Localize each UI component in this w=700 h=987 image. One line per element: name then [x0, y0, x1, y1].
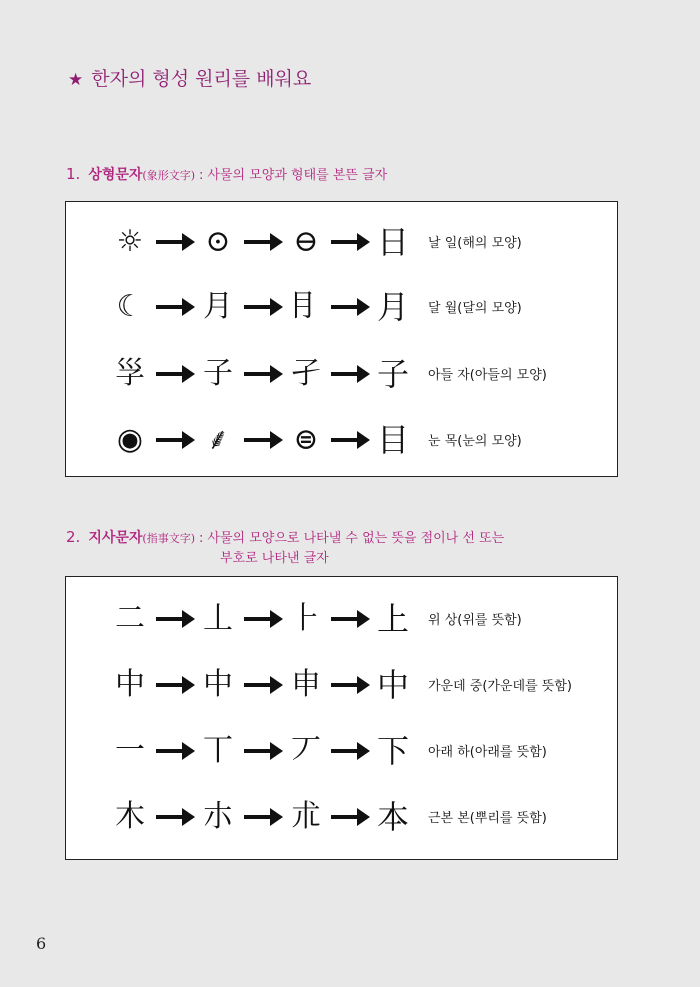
- character-meaning: 가운데 중(가운데를 뜻함): [428, 679, 572, 694]
- section-2-description-line-2: 부호로 나타낸 글자: [220, 551, 329, 566]
- right-arrow-icon: [244, 607, 284, 631]
- seal-script-glyph: 孑: [291, 356, 321, 391]
- right-arrow-icon: [156, 428, 196, 452]
- evolution-row-moon: [66, 285, 617, 335]
- oracle-bone-glyph: ⼆: [115, 601, 145, 636]
- right-arrow-icon: [244, 739, 284, 763]
- bronze-script-glyph: 中: [203, 667, 233, 702]
- star-icon: ★: [68, 70, 84, 90]
- seal-script-glyph: 申: [291, 667, 321, 702]
- modern-character-glyph: 中: [376, 666, 409, 704]
- seal-script-glyph: ⺝: [291, 289, 321, 324]
- bronze-script-glyph: 丄: [203, 601, 233, 636]
- right-arrow-icon: [156, 295, 196, 319]
- oracle-bone-glyph: ☼: [116, 224, 144, 259]
- page-title: [68, 64, 311, 91]
- bronze-script-glyph: ⸙: [206, 422, 230, 457]
- right-arrow-icon: [331, 295, 371, 319]
- oracle-bone-glyph: ◉: [116, 422, 144, 457]
- right-arrow-icon: [156, 362, 196, 386]
- character-meaning: 눈 목(눈의 모양): [428, 434, 522, 449]
- right-arrow-icon: [156, 805, 196, 829]
- section-2-evolution-box: [65, 576, 618, 860]
- oracle-bone-glyph: ☾: [116, 289, 144, 324]
- section-1-evolution-box: [65, 201, 618, 477]
- right-arrow-icon: [331, 739, 371, 763]
- oracle-bone-glyph: 㜽: [115, 356, 145, 391]
- evolution-row-son: [66, 352, 617, 402]
- right-arrow-icon: [244, 295, 284, 319]
- character-meaning: 근본 본(뿌리를 뜻함): [428, 811, 547, 826]
- right-arrow-icon: [156, 230, 196, 254]
- modern-character-glyph: 日: [376, 223, 409, 261]
- seal-script-glyph: 丆: [291, 733, 321, 768]
- right-arrow-icon: [244, 428, 284, 452]
- evolution-row-sun: [66, 220, 617, 270]
- bronze-script-glyph: 丅: [203, 733, 233, 768]
- right-arrow-icon: [331, 673, 371, 697]
- section-2-hanja: (指事文字): [142, 532, 196, 545]
- right-arrow-icon: [331, 362, 371, 386]
- section-1-heading: [66, 164, 387, 186]
- section-1-description: 사물의 모양과 형태를 본뜬 글자: [207, 168, 388, 183]
- character-meaning: 아래 하(아래를 뜻함): [428, 745, 547, 760]
- page-number: 6: [36, 934, 47, 953]
- character-meaning: 위 상(위를 뜻함): [428, 613, 522, 628]
- modern-character-glyph: 目: [376, 421, 409, 459]
- section-2-heading: [66, 527, 504, 569]
- character-meaning: 달 월(달의 모양): [428, 301, 522, 316]
- seal-script-glyph: ⊜: [293, 422, 319, 457]
- modern-character-glyph: 月: [376, 288, 409, 326]
- right-arrow-icon: [156, 739, 196, 763]
- right-arrow-icon: [331, 230, 371, 254]
- right-arrow-icon: [156, 673, 196, 697]
- seal-script-glyph: ⺊: [291, 601, 321, 636]
- section-2-term: 지사문자: [88, 530, 143, 546]
- seal-script-glyph: ⊖: [293, 224, 319, 259]
- page-title-text: 한자의 형성 원리를 배워요: [91, 68, 312, 90]
- section-2-separator: :: [199, 531, 204, 546]
- right-arrow-icon: [244, 673, 284, 697]
- evolution-row-root: [66, 795, 617, 845]
- modern-character-glyph: 下: [376, 732, 409, 770]
- bronze-script-glyph: 月: [203, 289, 233, 324]
- character-meaning: 아들 자(아들의 모양): [428, 368, 547, 383]
- bronze-script-glyph: ⊙: [205, 224, 231, 259]
- section-1-term: 상형문자: [88, 167, 143, 183]
- right-arrow-icon: [331, 805, 371, 829]
- right-arrow-icon: [331, 428, 371, 452]
- oracle-bone-glyph: ⼀: [115, 733, 145, 768]
- modern-character-glyph: 子: [376, 355, 409, 393]
- section-1-hanja: (象形文字): [142, 169, 196, 182]
- section-2-number: 2.: [66, 528, 81, 546]
- section-1-number: 1.: [66, 165, 81, 183]
- right-arrow-icon: [331, 607, 371, 631]
- modern-character-glyph: 本: [376, 798, 409, 836]
- seal-script-glyph: 朮: [291, 799, 321, 834]
- bronze-script-glyph: 子: [203, 356, 233, 391]
- evolution-row-up: [66, 597, 617, 647]
- evolution-row-eye: [66, 418, 617, 468]
- section-2-description-line-1: 사물의 모양으로 나타낼 수 없는 뜻을 점이나 선 또는: [207, 531, 505, 546]
- section-1-separator: :: [199, 168, 204, 183]
- evolution-row-down: [66, 729, 617, 779]
- evolution-row-middle: [66, 663, 617, 713]
- oracle-bone-glyph: 中: [115, 667, 145, 702]
- right-arrow-icon: [244, 362, 284, 386]
- right-arrow-icon: [244, 230, 284, 254]
- oracle-bone-glyph: 木: [115, 799, 145, 834]
- modern-character-glyph: 上: [376, 600, 409, 638]
- right-arrow-icon: [244, 805, 284, 829]
- bronze-script-glyph: 朩: [203, 799, 233, 834]
- right-arrow-icon: [156, 607, 196, 631]
- character-meaning: 날 일(해의 모양): [428, 236, 522, 251]
